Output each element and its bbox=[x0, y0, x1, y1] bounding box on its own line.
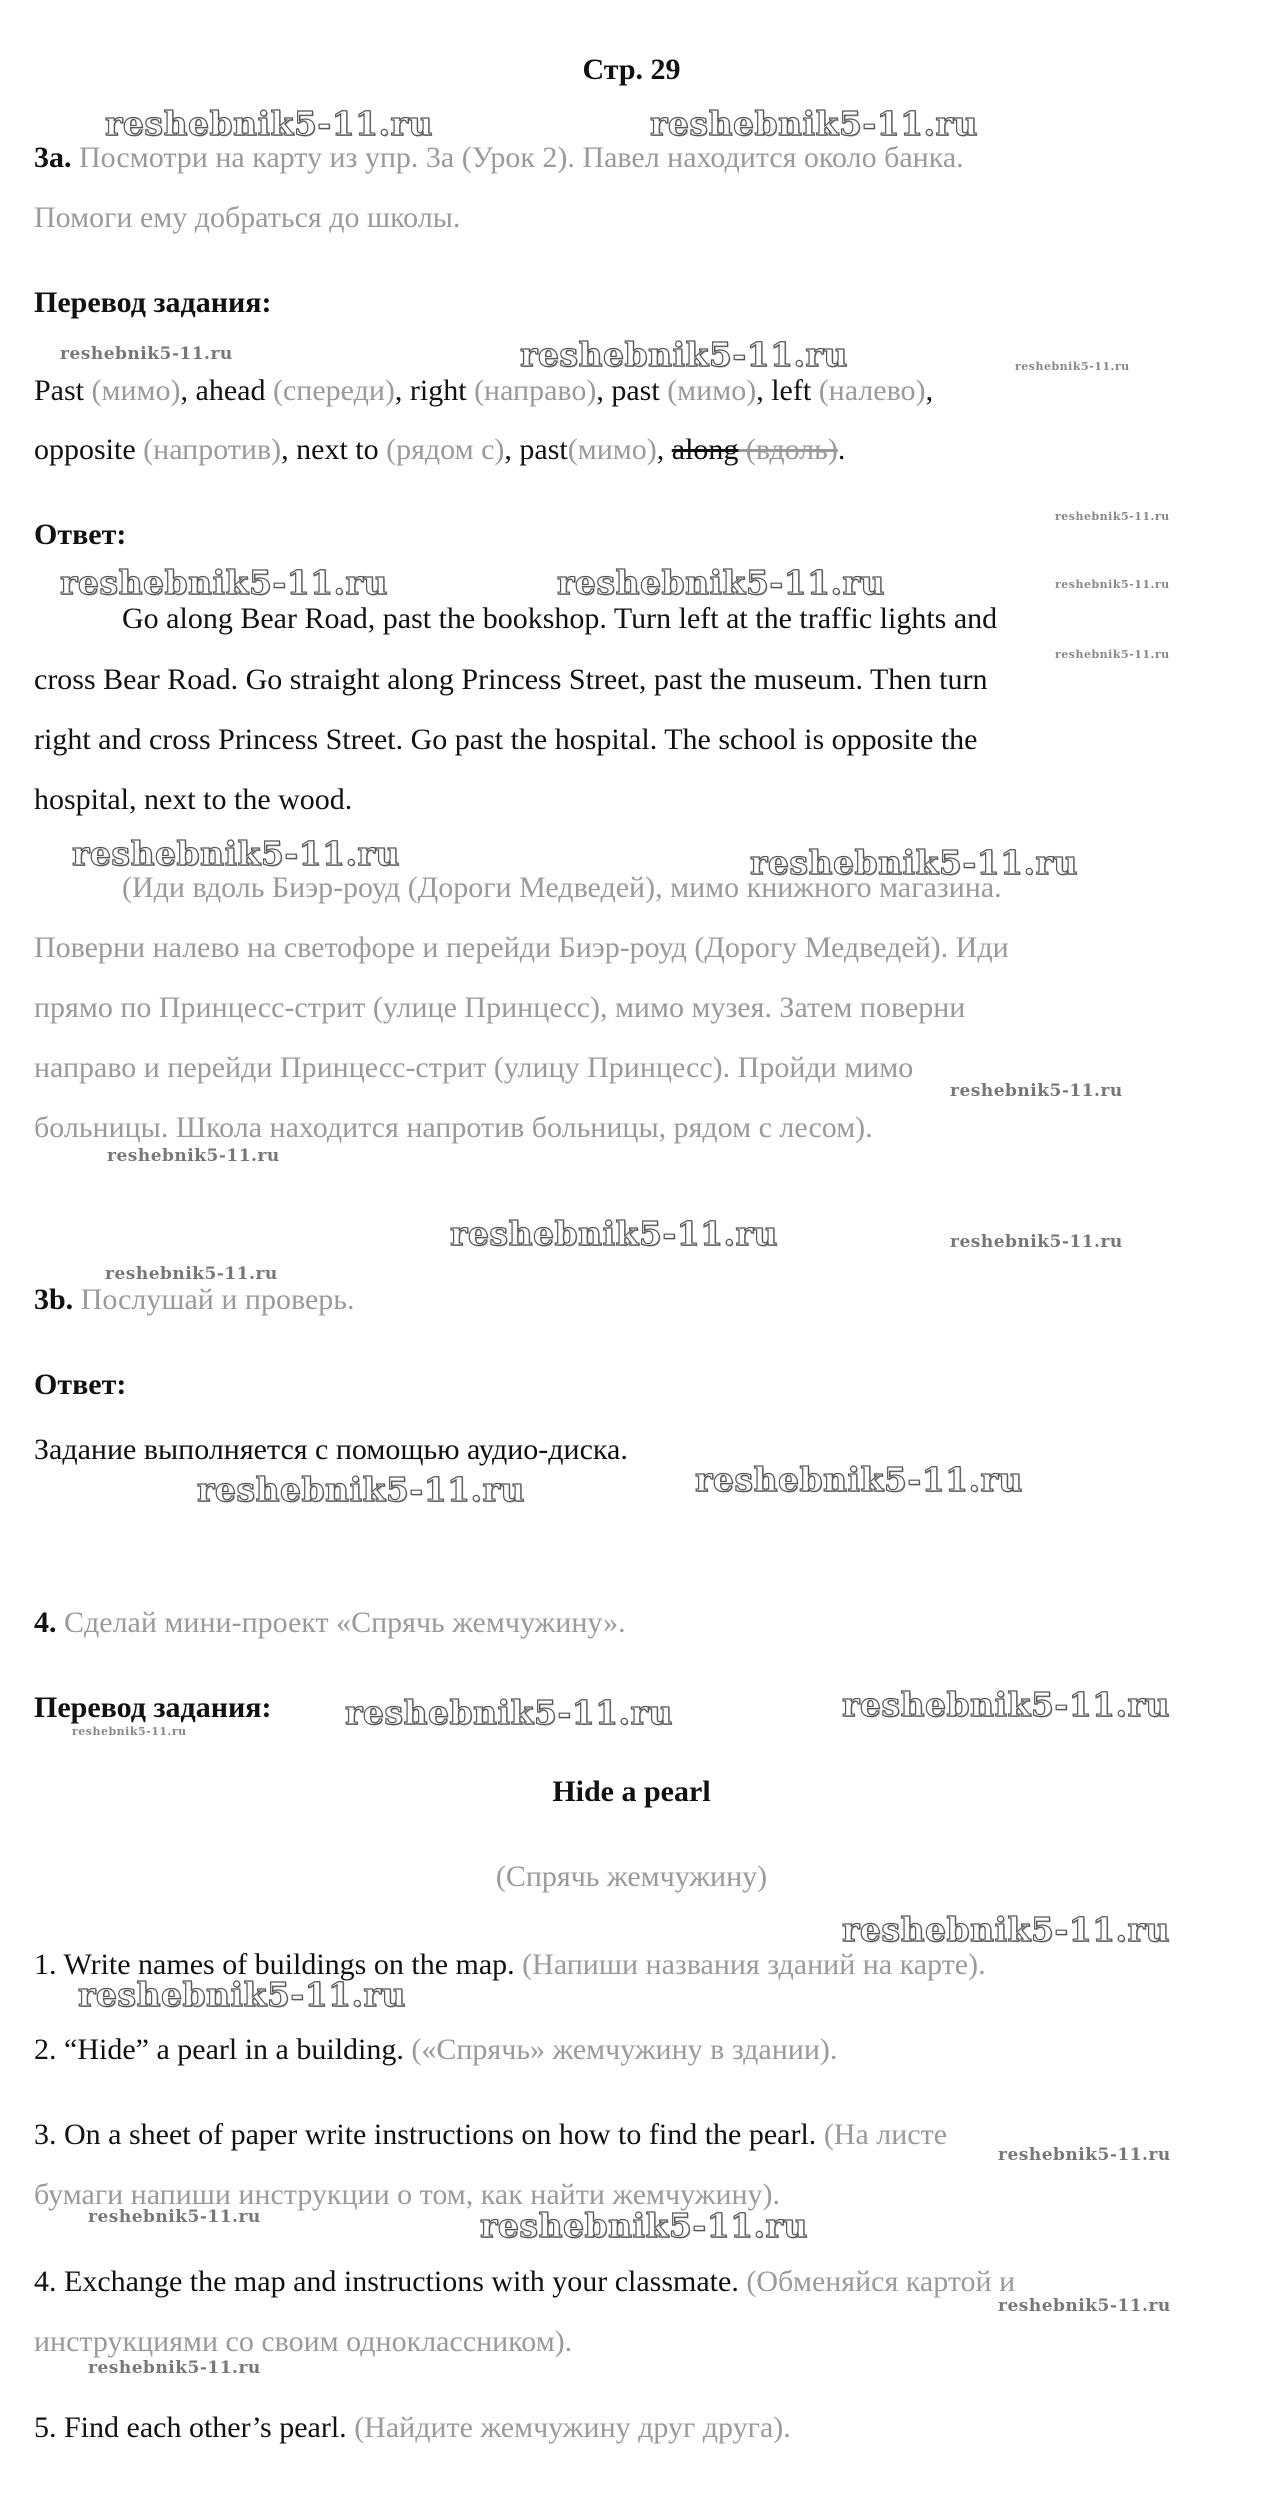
ex3a-answer-ru-line: больницы. Школа находится напротив больницы, рядом с лесом). bbox=[34, 1111, 873, 1144]
watermark: reshebnik5-11.ru bbox=[950, 1081, 1123, 1101]
ex3a-answer-en-line: cross Bear Road. Go straight along Princess Street, past the museum. Then turn bbox=[34, 663, 988, 696]
watermark: reshebnik5-11.ru bbox=[72, 834, 400, 873]
ex3b-task-text: Послушай и проверь. bbox=[80, 1283, 355, 1316]
ex4-number: 4. bbox=[34, 1606, 57, 1639]
word-separator: , bbox=[180, 374, 196, 407]
watermark: reshebnik5-11.ru bbox=[950, 1232, 1123, 1252]
watermark: reshebnik5-11.ru bbox=[998, 2145, 1171, 2165]
ex3b-answer-heading: Ответ: bbox=[34, 1368, 127, 1401]
word-ru: (рядом с) bbox=[378, 433, 505, 466]
watermark: reshebnik5-11.ru bbox=[1055, 578, 1170, 591]
ex4-step bbox=[34, 2262, 1015, 2302]
word-en: Past bbox=[34, 374, 85, 407]
watermark: reshebnik5-11.ru bbox=[650, 104, 978, 143]
ex4-step bbox=[34, 2030, 837, 2070]
word-separator: , bbox=[281, 433, 297, 466]
word-separator: , bbox=[596, 374, 612, 407]
struck-word-en: along bbox=[671, 433, 739, 466]
watermark: reshebnik5-11.ru bbox=[998, 2296, 1171, 2316]
watermark: reshebnik5-11.ru bbox=[72, 1725, 187, 1738]
struck-word-ru: (вдоль) bbox=[738, 433, 838, 466]
watermark: reshebnik5-11.ru bbox=[88, 2358, 261, 2378]
step-en: 3. On a sheet of paper write instructions on how to find the pearl. bbox=[34, 2118, 817, 2151]
ex3b-task-line bbox=[34, 1280, 354, 1320]
ex4-title-en: Hide a pearl bbox=[552, 1775, 711, 1808]
step-en: 2. “Hide” a pearl in a building. bbox=[34, 2033, 404, 2066]
step-ru: (Найдите жемчужину друг друга). bbox=[346, 2411, 791, 2444]
ex3a-answer-ru-line: направо и перейди Принцесс-стрит (улицу Принцесс). Пройди мимо bbox=[34, 1051, 914, 1084]
step-ru: (На листе bbox=[816, 2118, 948, 2151]
word-separator: , bbox=[656, 433, 672, 466]
ex3a-task-line-2: Помоги ему добраться до школы. bbox=[34, 201, 461, 234]
step-en: 4. Exchange the map and instructions with your classmate. bbox=[34, 2265, 739, 2298]
watermark: reshebnik5-11.ru bbox=[1055, 648, 1170, 661]
word-en: left bbox=[771, 374, 812, 407]
ex4-task-line bbox=[34, 1603, 626, 1643]
watermark: reshebnik5-11.ru bbox=[197, 1470, 525, 1509]
ex3b-number: 3b. bbox=[34, 1283, 74, 1316]
watermark: reshebnik5-11.ru bbox=[345, 1693, 673, 1732]
ex4-step-continuation: бумаги напиши инструкции о том, как найти жемчужину). bbox=[34, 2178, 781, 2211]
watermark: reshebnik5-11.ru bbox=[88, 2207, 261, 2227]
word-ru: (мимо) bbox=[567, 433, 657, 466]
word-en: past bbox=[519, 433, 568, 466]
word-ru: (мимо) bbox=[84, 374, 181, 407]
ex3a-answer-ru-line: Поверни налево на светофоре и перейди Биэр-роуд (Дорогу Медведей). Иди bbox=[34, 931, 1009, 964]
ex3b-answer-text: Задание выполняется с помощью аудио-диска. bbox=[34, 1433, 628, 1466]
ex4-step-continuation: инструкциями со своим одноклассником). bbox=[34, 2325, 573, 2358]
watermark: reshebnik5-11.ru bbox=[107, 1146, 280, 1166]
ex4-task-text: Сделай мини-проект «Спрячь жемчужину». bbox=[64, 1606, 626, 1639]
ex4-step bbox=[34, 2115, 947, 2155]
word-en: opposite bbox=[34, 433, 136, 466]
watermark: reshebnik5-11.ru bbox=[60, 344, 233, 364]
word-en: next to bbox=[296, 433, 379, 466]
word-separator: , bbox=[504, 433, 520, 466]
watermark: reshebnik5-11.ru bbox=[750, 843, 1078, 882]
watermark: reshebnik5-11.ru bbox=[1015, 360, 1130, 373]
word-ru: (мимо) bbox=[659, 374, 757, 407]
watermark: reshebnik5-11.ru bbox=[60, 563, 388, 602]
ex4-translation-heading: Перевод задания: bbox=[34, 1691, 272, 1724]
step-ru: (Напиши названия зданий на карте). bbox=[514, 1948, 986, 1981]
ex3a-number: 3a. bbox=[34, 141, 72, 174]
ex3a-answer-en-line: right and cross Princess Street. Go past the hospital. The school is opposite the bbox=[34, 723, 978, 756]
watermark: reshebnik5-11.ru bbox=[105, 104, 433, 143]
word-en: ahead bbox=[195, 374, 266, 407]
watermark: reshebnik5-11.ru bbox=[1055, 510, 1170, 523]
word-en: past bbox=[611, 374, 660, 407]
step-en: 5. Find each other’s pearl. bbox=[34, 2411, 347, 2444]
watermark: reshebnik5-11.ru bbox=[695, 1460, 1023, 1499]
ex3a-translation-heading: Перевод задания: bbox=[34, 286, 272, 319]
watermark: reshebnik5-11.ru bbox=[450, 1214, 778, 1253]
watermark: reshebnik5-11.ru bbox=[105, 1264, 278, 1284]
end-mark: . bbox=[837, 433, 846, 466]
page-title: Стр. 29 bbox=[582, 53, 681, 86]
ex3a-words-line-1 bbox=[34, 371, 933, 411]
ex3a-task-text-1: Посмотри на карту из упр. 3a (Урок 2). Павел находится около банка. bbox=[79, 141, 964, 174]
ex3a-answer-en-line: Go along Bear Road, past the bookshop. Turn left at the traffic lights and bbox=[122, 602, 998, 635]
watermark: reshebnik5-11.ru bbox=[480, 2206, 808, 2245]
ex3a-answer-en-line: hospital, next to the wood. bbox=[34, 783, 353, 816]
watermark: reshebnik5-11.ru bbox=[520, 335, 848, 374]
watermark: reshebnik5-11.ru bbox=[842, 1685, 1170, 1724]
word-separator: , bbox=[925, 374, 934, 407]
ex4-title-ru: (Спрячь жемчужину) bbox=[495, 1860, 768, 1893]
word-ru: (направо) bbox=[466, 374, 597, 407]
word-ru: (спереди) bbox=[265, 374, 395, 407]
step-en: 1. Write names of buildings on the map. bbox=[34, 1948, 515, 1981]
word-ru: (напротив) bbox=[135, 433, 282, 466]
word-ru: (налево) bbox=[811, 374, 926, 407]
step-ru: («Спрячь» жемчужину в здании). bbox=[403, 2033, 838, 2066]
step-ru: (Обменяйся картой и bbox=[738, 2265, 1016, 2298]
ex3a-answer-heading: Ответ: bbox=[34, 518, 127, 551]
watermark: reshebnik5-11.ru bbox=[78, 1975, 406, 2014]
word-separator: , bbox=[394, 374, 410, 407]
word-en: right bbox=[409, 374, 467, 407]
ex3a-answer-ru-line: прямо по Принцесс-стрит (улице Принцесс), мимо музея. Затем поверни bbox=[34, 991, 966, 1024]
watermark: reshebnik5-11.ru bbox=[557, 563, 885, 602]
ex3a-words-line-2 bbox=[34, 430, 845, 470]
ex3a-task-line-1 bbox=[34, 138, 964, 178]
ex3a-answer-ru-line: (Иди вдоль Биэр-роуд (Дороги Медведей), мимо книжного магазина. bbox=[122, 871, 1002, 904]
watermark: reshebnik5-11.ru bbox=[842, 1910, 1170, 1949]
word-separator: , bbox=[756, 374, 772, 407]
ex4-step bbox=[34, 2408, 791, 2448]
